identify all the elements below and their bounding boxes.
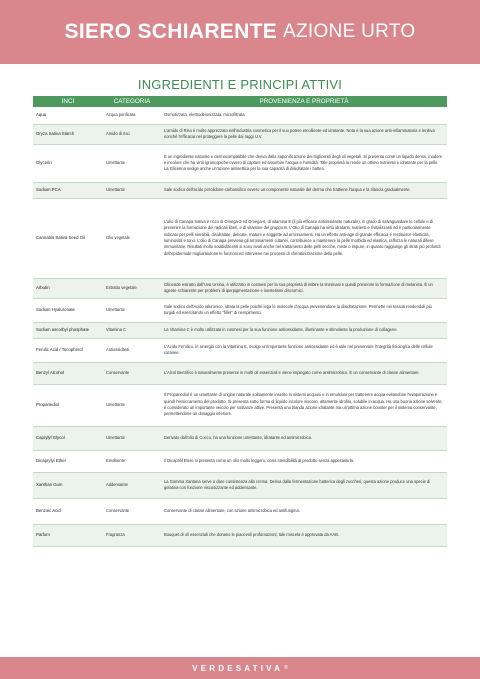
categoria-cell: Olio vegetale	[103, 198, 161, 278]
table-row	[33, 338, 447, 362]
inci-cell: Xanthan Gum	[33, 472, 103, 498]
descrizione-cell: È un ingrediente naturale e dermocompatibile che deriva dalla saponificazione dei trigliceridi degli oli vegetali. Si presenta come un liquido denso, inodore e incolore che ha virtù igroscopiche ovvero di captare ed assorbire l'acqua e l'umidità. Tale proprietà la rende un ottimo nutriente e idratante per la pelle. La Glicerina svolge anche un'azione antisettica per la sua capacità di disidratare i batteri.	[161, 144, 447, 182]
descrizione-cell: Bouquet di oli essenziali che donano le piacevoli profumazioni; tale miscela è approvata da AAB.	[161, 524, 447, 546]
table-row	[33, 198, 447, 278]
descrizione-cell: Sale sodico dell'Acido Ialuronico, idrata la pelle poiché lega le molecole d'acqua prevenendone la disidratazione. Permette nei tessuti rendendoli più turgidi ed esercitando un effetto "filler" di riempimento.	[161, 298, 447, 322]
categoria-cell: Conservante	[103, 362, 161, 384]
categoria-cell: Vitamina C	[103, 322, 161, 338]
descrizione-cell: Conservante di classe alimentare, con azione antimicrobica ed antifungina.	[161, 498, 447, 524]
inci-cell: Cannabis Sativa Seed Oil	[33, 198, 103, 278]
table-row	[33, 426, 447, 450]
categoria-cell: Umettante	[103, 144, 161, 182]
table-row	[33, 298, 447, 322]
column-header-inci: INCI	[33, 96, 103, 107]
table-row	[33, 144, 447, 182]
categoria-cell: Conservante	[103, 498, 161, 524]
table-header-row	[33, 96, 447, 107]
inci-cell: Sodium PCA	[33, 182, 103, 198]
descrizione-cell: Sale sodico dell'acido pirrolidone carbossilico ovvero un componente naturale del derma che trattiene l'acqua e la rilascia gradualmente.	[161, 182, 447, 198]
inci-cell: Glycerin	[33, 144, 103, 182]
inci-cell: Ferulic Acid / Tocopherol	[33, 338, 103, 362]
categoria-cell: Addensante	[103, 472, 161, 498]
inci-cell: Benzoic Acid	[33, 498, 103, 524]
inci-cell: Sodium Hyaluronate	[33, 298, 103, 322]
table-row	[33, 107, 447, 124]
table-row	[33, 278, 447, 298]
descrizione-cell: Derivato dall'olio di Cocco, ha una funzione umettante, idratante ed antimicrobica.	[161, 426, 447, 450]
categoria-cell: Umettante	[103, 384, 161, 426]
descrizione-cell: Il Propanediol è un umettante di origine naturale solitamente inserito in sistemi acquosi e in emulsioni per trattenere acqua evitandone l'evaporazione e quindi l'essiccamento del prodotto. Si presenta sotto forma di liquido incolore viscoso, altamente idrofilo, solubile in acqua. Ha una buona azione solvente, è considerato un importante veicolo per sostanze attive. Presenta una blanda azione idratante ma un'ottima azione booster per il sistema conservante, permettendone un dosaggio inferiore.	[161, 384, 447, 426]
inci-cell: Oryza Sativa Starch	[33, 124, 103, 144]
inci-cell: Propanediol	[33, 384, 103, 426]
descrizione-cell: L'Acido Ferulico, in sinergia con la Vitamina E, svolge un'importante funzione antiossidante ed è utile nel preservare l'integrità fisiologica delle cellule cutanee.	[161, 338, 447, 362]
table-row	[33, 182, 447, 198]
section-title: INGREDIENTI E PRINCIPI ATTIVI	[137, 77, 343, 92]
inci-cell: Caprylyl Glycol	[33, 426, 103, 450]
inci-cell: Benzyl Alcohol	[33, 362, 103, 384]
categoria-cell: Umettante	[103, 426, 161, 450]
page-header	[0, 0, 480, 64]
descrizione-cell: L'amido di Riso è molto apprezzato nell'industria cosmetica per il suo potere emolliente ed idratante. Nota è la sua azione anti-infiammatoria e lenitiva nonché l'efficacia nel proteggere la pelle dai raggi U.V.	[161, 124, 447, 144]
categoria-cell: Fragranza	[103, 524, 161, 546]
inci-cell: Parfum	[33, 524, 103, 546]
table-row	[33, 472, 447, 498]
registered-mark: ®	[284, 665, 288, 671]
column-header-proprieta: PROVENIENZA E PROPRIETÀ	[161, 96, 447, 107]
inci-cell: Arbutin	[33, 278, 103, 298]
descrizione-cell: Il Dicaprilil Etere si presenta come un olio molto leggero, dona stendibilità al prodotto senza appesantirla.	[161, 450, 447, 472]
categoria-cell: Acqua purificata	[103, 107, 161, 124]
categoria-cell: Antiossidanti	[103, 338, 161, 362]
table-row	[33, 524, 447, 546]
product-title: SIERO SCHIARENTE	[64, 20, 278, 43]
categoria-cell: Emolliente	[103, 450, 161, 472]
column-header-categoria: CATEGORIA	[103, 96, 161, 107]
ingredients-table	[33, 96, 447, 547]
table-row	[33, 322, 447, 338]
descrizione-cell: Osmotizzata, elettrodeionizzata, microfiltrata.	[161, 107, 447, 124]
table-row	[33, 124, 447, 144]
categoria-cell: Umettante	[103, 298, 161, 322]
descrizione-cell: La Gomma Xantana serve a dare consistenza alla crema. Deriva dalla fermentazione batterica degli zuccheri, questa azione produce una specie di gelatina con funzione viscosizzante ed addensante.	[161, 472, 447, 498]
brand-logo: VERDESATIVA	[192, 663, 284, 673]
descrizione-cell: La Vitamina C è molto utilizzata in cosmesi per la sua funzione antiossidante, illuminante e stimolante la produzione di collagene.	[161, 322, 447, 338]
table-row	[33, 450, 447, 472]
table-row	[33, 362, 447, 384]
inci-cell: Dicaprylyl Ether	[33, 450, 103, 472]
inci-cell: Sodium ascorbyl phosphate	[33, 322, 103, 338]
categoria-cell: Estratto vegetale	[103, 278, 161, 298]
descrizione-cell: L'olio di Canapa Sativa è ricco di Omega-3 ed Omega-6, di vitamina E (il più efficace antiossidante naturale), in grado di salvaguardare le cellule e di prevenire la formazione dei radicali liberi, e di vitamine del gruppo B. L'Olio di Canapa ha virtù idratanti, nutrienti e rivitalizzanti ed è particolarmente indicato per pelli sensibili, disidratate, delicate, mature e soggette ad arrossamenti. Ha un effetto anti-age di grande efficacia e restituisce elasticità, luminosità e tono. L'olio di Canapa previene gli arrossamenti cutanei, contribuisce a mantenere la pelle morbida ed elastica, rafforza le naturali difese immunitarie. Risultati molto soddisfacenti si sono avuti anche nel trattamento delle pelli secche, miste o impure, in quanto raggiunge gli strati più profondi dell'epidermide migliorandone le funzioni ed interviene nei processi di cheratinizzazione della pelle.	[161, 198, 447, 278]
table-row	[33, 384, 447, 426]
inci-cell: Aqua	[33, 107, 103, 124]
page-footer	[0, 657, 480, 679]
table-row	[33, 498, 447, 524]
descrizione-cell: Glicoside estratto dall'Uva Ursina, è utilizzato in cosmesi per la sua proprietà di inibire la tirosinasi e quindi prevenire la formazione di melanina. È un agente schiarente per problemi di iperpigmentazione e inestetismi discromici.	[161, 278, 447, 298]
descrizione-cell: L'Alcol Benzilico è naturalmente presente in molti oli essenziali e viene impiegato come antimicrobico. È un conservante di classe alimentare.	[161, 362, 447, 384]
categoria-cell: Amido di riso	[103, 124, 161, 144]
product-subtitle: AZIONE URTO	[283, 21, 416, 42]
categoria-cell: Umettante	[103, 182, 161, 198]
